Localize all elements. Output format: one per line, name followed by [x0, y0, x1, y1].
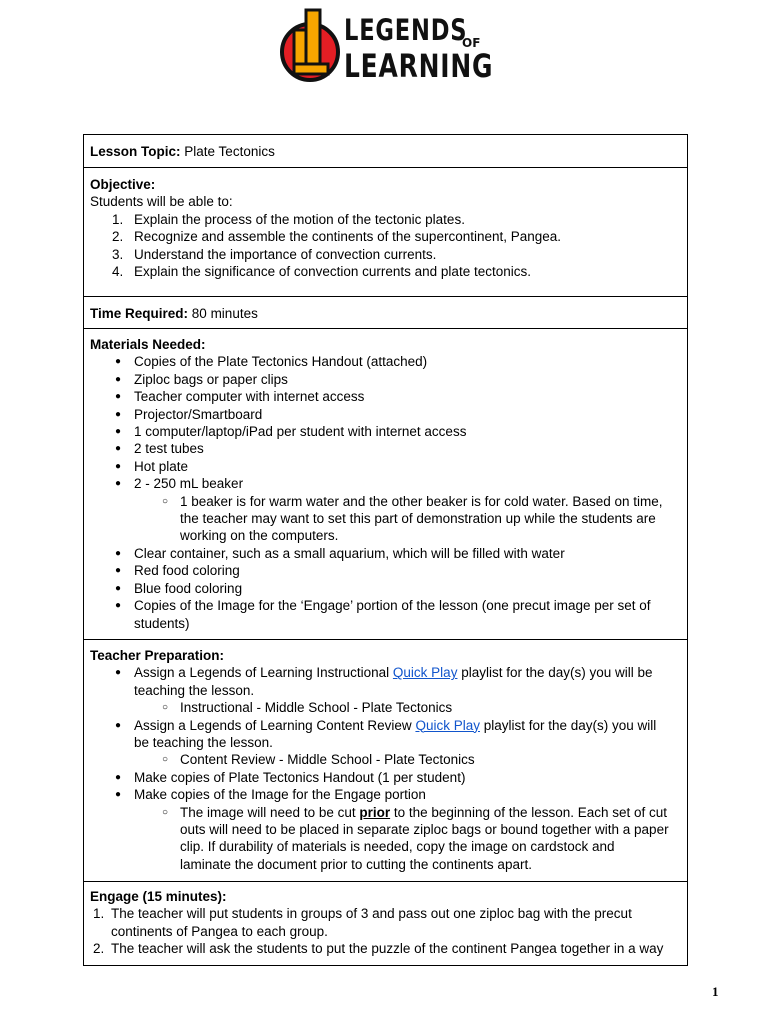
list-item: 1. Explain the process of the motion of the tectonic plates.: [112, 211, 465, 227]
list-item: ● Clear container, such as a small aquarium, which will be filled with water: [115, 545, 565, 561]
bullet-icon: ●: [115, 373, 122, 385]
bullet-icon: ●: [115, 408, 122, 420]
bullet-icon: ●: [115, 719, 122, 731]
time-required-cell: [84, 296, 687, 328]
materials-cell: [84, 328, 687, 639]
bullet-icon: ●: [115, 460, 122, 472]
teacher-preparation-cell: [84, 639, 687, 881]
list-item: ● Red food coloring: [115, 563, 240, 579]
sub-bullet-icon: ○: [162, 806, 169, 818]
lesson-topic-value: Plate Tectonics: [184, 144, 275, 159]
logo-word-learning: LEARNING: [344, 47, 494, 85]
list-item: ● Copies of the Image for the ‘Engage’ portion of the lesson (one precut image per set of students): [115, 598, 651, 631]
list-item: ● 1 computer/laptop/iPad per student with internet access: [115, 424, 467, 440]
materials-label: Materials Needed:: [90, 337, 206, 352]
sub-bullet-icon: ○: [162, 754, 169, 766]
engage-label: Engage (15 minutes):: [90, 889, 227, 904]
objective-intro: Students will be able to:: [90, 194, 233, 210]
sub-list-item: ○ Instructional - Middle School - Plate Tectonics: [162, 700, 453, 716]
list-item: 2. Recognize and assemble the continents of the supercontinent, Pangea.: [112, 229, 562, 245]
list-item: 4. Explain the significance of convection currents and plate tectonics.: [112, 264, 531, 280]
bullet-icon: ●: [115, 565, 122, 577]
list-item: 1. The teacher will put students in groups of 3 and pass out one ziploc bag with the precut continents of Pangea to each group.: [93, 906, 632, 939]
objective-label: Objective:: [90, 177, 156, 192]
engage-cell: [84, 881, 687, 965]
page-number: 1: [712, 984, 719, 999]
list-item: 2. The teacher will ask the students to put the puzzle of the continent Pangea together in a way: [93, 941, 664, 957]
list-item: ● 2 test tubes: [115, 441, 204, 457]
engage-list: [90, 905, 681, 957]
list-item: ● Projector/Smartboard: [115, 406, 263, 422]
list-item: ● Hot plate: [115, 458, 189, 474]
list-item: ● Copies of the Plate Tectonics Handout (attached): [115, 354, 428, 370]
teacher-preparation-list: [90, 664, 681, 873]
time-required-label: Time Required:: [90, 306, 189, 321]
logo-word-of: OF: [462, 36, 481, 50]
lesson-topic-label: Lesson Topic:: [90, 144, 181, 159]
bullet-icon: ●: [115, 667, 122, 679]
list-item: ● Teacher computer with internet access: [115, 389, 365, 405]
lesson-topic-cell: [84, 135, 687, 167]
list-item: ● Make copies of Plate Tectonics Handout (1 per student): [115, 769, 466, 785]
ll-emblem-icon: [278, 8, 344, 88]
materials-list: [90, 353, 681, 632]
time-required-value: 80 minutes: [191, 306, 258, 321]
bullet-icon: ●: [115, 356, 122, 368]
bullet-icon: ●: [115, 547, 122, 559]
bullet-icon: ●: [115, 391, 122, 403]
sub-list-item: ○ Content Review - Middle School - Plate Tectonics: [162, 752, 475, 768]
sub-list-item: ○ 1 beaker is for warm water and the other beaker is for cold water. Based on time, the teacher may want to set this part of demonstration up while the students are working on the computers.: [162, 493, 663, 544]
bullet-icon: ●: [115, 582, 122, 594]
sub-bullet-icon: ○: [162, 702, 169, 714]
teacher-preparation-label: Teacher Preparation:: [90, 648, 225, 663]
bullet-icon: ●: [115, 789, 122, 801]
list-item: 3. Understand the importance of convection currents.: [112, 246, 437, 262]
bullet-icon: ●: [115, 443, 122, 455]
list-item: ● Blue food coloring: [115, 580, 243, 596]
bullet-icon: ●: [115, 426, 122, 438]
objective-cell: [84, 167, 687, 296]
list-item: ● 2 - 250 mL beaker: [115, 476, 244, 492]
list-item: ● Assign a Legends of Learning Content Review Quick Play playlist for the day(s) you will be teaching the lesson.: [115, 717, 657, 751]
list-item: ● Ziploc bags or paper clips: [115, 371, 288, 387]
bullet-icon: ●: [115, 771, 122, 783]
list-item: ● Assign a Legends of Learning Instructional Quick Play playlist for the day(s) you will be teaching the lesson.: [115, 665, 653, 698]
quick-play-link[interactable]: Quick Play: [415, 717, 480, 733]
lesson-plan-table: [83, 134, 688, 966]
list-item: ● Make copies of the Image for the Engage portion: [115, 787, 426, 803]
quick-play-link[interactable]: Quick Play: [392, 665, 458, 681]
bullet-icon: ●: [115, 600, 122, 612]
bullet-icon: ●: [115, 478, 122, 490]
objective-list: [90, 211, 681, 281]
legends-of-learning-logo: [278, 8, 494, 88]
logo-word-legends: LEGENDS: [344, 13, 468, 47]
sub-list-item: ○ The image will need to be cut prior to the beginning of the lesson. Each set of cut outs will need to be placed in separate ziploc bags or bound together with a paper clip. If durability of materials is needed, copy the image on cardstock and laminate the document prior to cutting the continents apart.: [162, 804, 669, 872]
sub-bullet-icon: ○: [162, 495, 169, 507]
